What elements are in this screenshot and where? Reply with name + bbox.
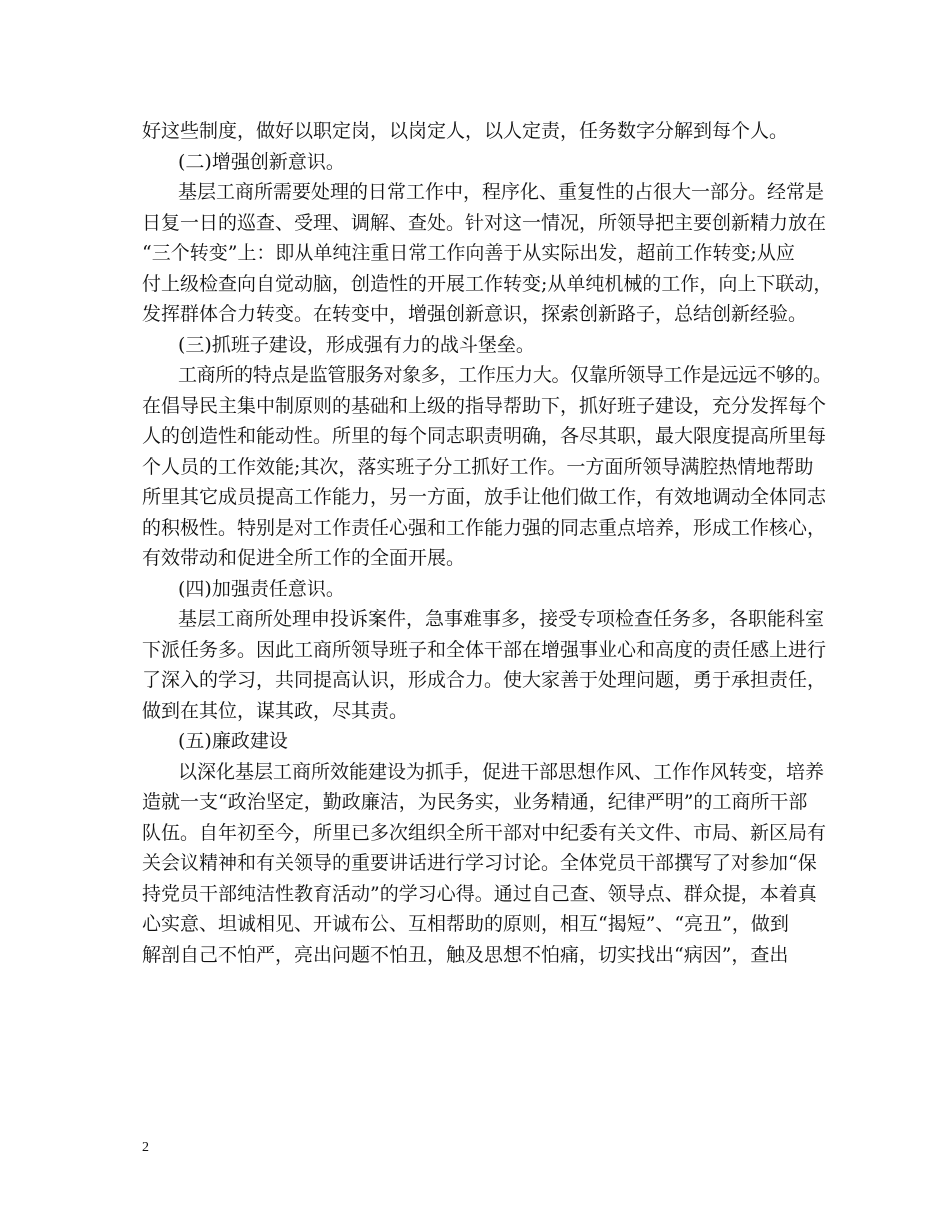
text-line: 人的创造性和能动性。所里的每个同志职责明确，各尽其职，最大限度提高所里每 (142, 425, 827, 447)
text-line: 日复一日的巡查、受理、调解、查处。针对这一情况，所领导把主要创新精力放在 (142, 211, 827, 234)
page-number: 2 (142, 1140, 149, 1155)
text-line: 发挥群体合力转变。在转变中，增强创新意识，探索创新路子，总结创新经验。 (142, 303, 808, 325)
text-line: 队伍。自年初至今，所里已多次组织全所干部对中纪委有关文件、市局、新区局有 (142, 821, 827, 844)
text-line: 基层工商所处理申投诉案件，急事难事多，接受专项检查任务多，各职能科室 (178, 608, 825, 630)
text-line: 基层工商所需要处理的日常工作中，程序化、重复性的占很大一部分。经常是 (178, 181, 825, 203)
text-line: 付上级检查向自觉动脑，创造性的开展工作转变;从单纯机械的工作，向上下联动， (142, 272, 833, 295)
text-line: (五)廉政建设 (178, 730, 288, 752)
text-line: 解剖自己不怕严，亮出问题不怕丑，触及思想不怕痛，切实找出“病因”，查出 (142, 943, 789, 966)
text-line: 有效带动和促进全所工作的全面开展。 (142, 547, 466, 569)
text-line: 在倡导民主集中制原则的基础和上级的指导帮助下，抓好班子建设，充分发挥每个 (142, 394, 827, 417)
text-line: 造就一支“政治坚定，勤政廉洁，为民务实，业务精通，纪律严明”的工商所干部 (142, 791, 808, 813)
text-line: (二)增强创新意识。 (178, 150, 345, 173)
text-line: 做到在其位，谋其政，尽其责。 (142, 699, 409, 722)
text-line: 工商所的特点是监管服务对象多，工作压力大。仅靠所领导工作是远远不够的。 (178, 364, 832, 386)
text-line: (四)加强责任意识。 (178, 577, 345, 600)
text-line: 心实意、坦诚相见、开诚布公、互相帮助的原则，相互“揭短”、“亮丑”，做到 (142, 913, 789, 935)
text-line: 以深化基层工商所效能建设为抓手，促进干部思想作风、工作作风转变，培养 (178, 760, 825, 783)
text-line: 持党员干部纯洁性教育活动”的学习心得。通过自己查、领导点、群众提，本着真 (142, 882, 817, 905)
text-line: 个人员的工作效能;其次，落实班子分工抓好工作。一方面所领导满腔热情地帮助 (142, 455, 814, 478)
text-line: 好这些制度，做好以职定岗，以岗定人，以人定责，任务数字分解到每个人。 (142, 120, 789, 142)
text-line: 下派任务多。因此工商所领导班子和全体干部在增强事业心和高度的责任感上进行 (142, 638, 827, 661)
text-line: 的积极性。特别是对工作责任心强和工作能力强的同志重点培养，形成工作核心， (142, 516, 827, 539)
text-line: 了深入的学习，共同提高认识，形成合力。使大家善于处理问题，勇于承担责任， (142, 669, 827, 691)
text-line: (三)抓班子建设，形成强有力的战斗堡垒。 (178, 333, 535, 356)
text-line: 所里其它成员提高工作能力，另一方面，放手让他们做工作，有效地调动全体同志 (142, 486, 827, 508)
text-line: 关会议精神和有关领导的重要讲话进行学习讨论。全体党员干部撰写了对参加“保 (142, 852, 817, 874)
body-text (142, 116, 832, 970)
text-line: “三个转变”上：即从单纯注重日常工作向善于从实际出发，超前工作转变;从应 (142, 242, 795, 264)
